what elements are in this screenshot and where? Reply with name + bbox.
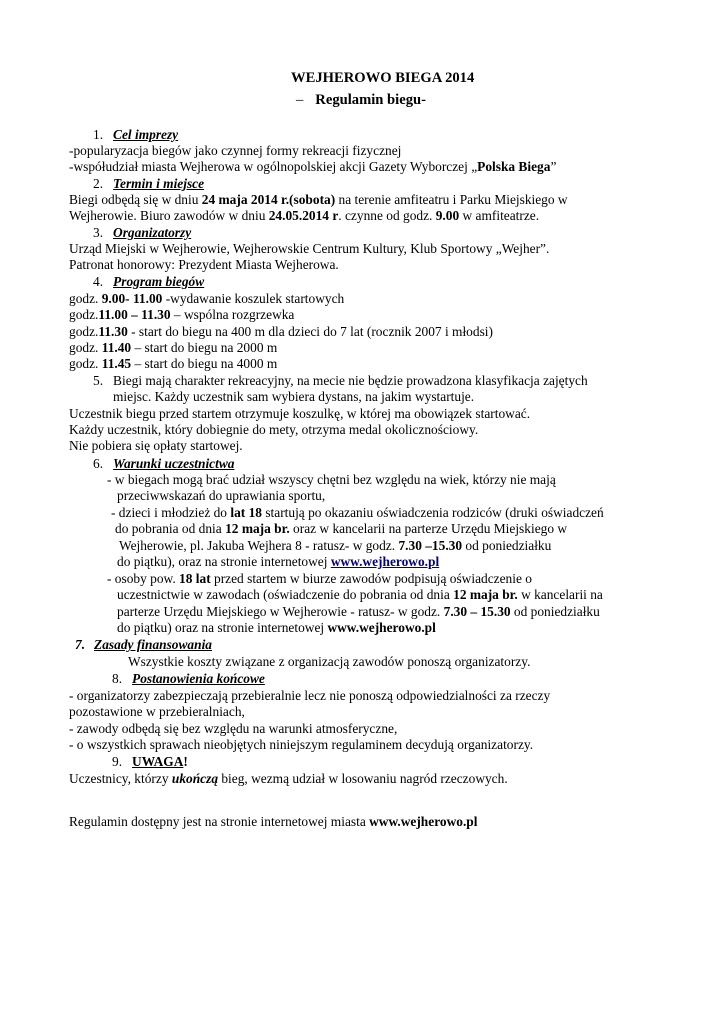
- section-9-header: 9. UWAGA!: [112, 754, 188, 769]
- conditions-c-line-2: uczestnictwie w zawodach (oświadczenie do pobrania od dnia 12 maja br. w kancelarii na: [117, 587, 603, 602]
- section-2-number: 2.: [93, 176, 104, 191]
- section-1-line-2: -współudział miasta Wejherowa w ogólnopolskiej akcji Gazety Wyborczej „Polska Biega”: [69, 159, 557, 174]
- conditions-b-line-2: do pobrania od dnia 12 maja br. oraz w kancelarii na parterze Urzędu Miejskiego w: [115, 521, 568, 536]
- section-7-number: 7.: [75, 637, 86, 652]
- conditions-b-line-1: - dzieci i młodzież do lat 18 startują po okazaniu oświadczenia rodziców (druki oświadczeń: [111, 505, 604, 520]
- conditions-c-line-1: - osoby pow. 18 lat przed startem w biurze zawodów podpisują oświadczenie o: [107, 571, 532, 586]
- section-9-number: 9.: [112, 754, 123, 769]
- section-9-heading: UWAGA: [132, 754, 184, 769]
- section-8-line-4: - o wszystkich sprawach nieobjętych niniejszym regulaminem decydują organizatorzy.: [69, 737, 534, 752]
- website-text: www.wejherowo.pl: [327, 620, 436, 635]
- subtitle-dash: –: [296, 92, 304, 108]
- section-2-heading: Termin i miejsce: [113, 176, 205, 191]
- section-3-header: [93, 225, 191, 242]
- section-7-heading: Zasady finansowania: [94, 637, 212, 652]
- section-5-line-3: Uczestnik biegu przed startem otrzymuje koszulkę, w której ma obowiązek startować.: [69, 406, 531, 421]
- section-5-number: 5.: [93, 373, 104, 388]
- section-6-number: 6.: [93, 456, 104, 471]
- program-line-3: godz.11.30 - start do biegu na 400 m dla dzieci do 7 lat (rocznik 2007 i młodsi): [69, 324, 493, 339]
- section-3-number: 3.: [93, 225, 104, 240]
- document-subtitle: [296, 92, 426, 109]
- section-1-number: 1.: [93, 127, 104, 142]
- section-4-number: 4.: [93, 274, 104, 289]
- document-title: WEJHEROWO BIEGA 2014: [291, 70, 475, 86]
- section-2-header: [93, 176, 204, 193]
- program-line-5: godz. 11.45 – start do biegu na 4000 m: [69, 356, 278, 371]
- conditions-c-line-3: parterze Urzędu Miejskiego w Wejherowie - ratusz- w godz. 7.30 – 15.30 od poniedziałku: [117, 604, 600, 619]
- section-3-line-2: Patronat honorowy: Prezydent Miasta Wejherowa.: [69, 257, 339, 272]
- section-4-header: [93, 274, 204, 291]
- section-5-line-2: miejsc. Każdy uczestnik sam wybiera dystans, na jakim wystartuje.: [113, 389, 475, 404]
- section-2-line-1: Biegi odbędą się w dniu 24 maja 2014 r.(sobota) na terenie amfiteatru i Parku Miejskiego w: [69, 192, 568, 207]
- section-1-line-1: -popularyzacja biegów jako czynnej formy rekreacji fizycznej: [69, 143, 402, 158]
- section-8-number: 8.: [112, 671, 123, 686]
- section-4-heading: Program biegów: [113, 274, 205, 289]
- subtitle-text: Regulamin biegu-: [315, 92, 426, 108]
- conditions-a-line-2: przeciwwskazań do uprawiania sportu,: [117, 488, 326, 503]
- section-8-heading: Postanowienia końcowe: [132, 671, 265, 686]
- program-line-4: godz. 11.40 – start do biegu na 2000 m: [69, 340, 278, 355]
- website-link[interactable]: www.wejherowo.pl: [330, 554, 440, 569]
- section-2-line-2: Wejherowie. Biuro zawodów w dniu 24.05.2014 r. czynne od godz. 9.00 w amfiteatrze.: [69, 208, 540, 223]
- footer-website: www.wejherowo.pl: [369, 814, 478, 829]
- section-3-line-1: Urząd Miejski w Wejherowie, Wejherowskie Centrum Kultury, Klub Sportowy „Wejher”.: [69, 241, 550, 256]
- section-3-heading: Organizatorzy: [113, 225, 192, 240]
- section-7-header: [75, 637, 212, 654]
- conditions-a-line-1: - w biegach mogą brać udział wszyscy chętni bez względu na wiek, którzy nie mają: [107, 472, 556, 487]
- section-5-line-4: Każdy uczestnik, który dobiegnie do mety, otrzyma medal okolicznościowy.: [69, 422, 479, 437]
- section-8-header: [112, 671, 265, 688]
- program-line-1: godz. 9.00- 11.00 -wydawanie koszulek startowych: [69, 291, 345, 306]
- section-1-header: [93, 127, 178, 144]
- section-6-heading: Warunki uczestnictwa: [113, 456, 235, 471]
- conditions-c-line-4: do piątku) oraz na stronie internetowej www.wejherowo.pl: [117, 620, 436, 635]
- footer-note: Regulamin dostępny jest na stronie internetowej miasta www.wejherowo.pl: [69, 814, 478, 829]
- section-9-line-1: Uczestnicy, którzy ukończą bieg, wezmą udział w losowaniu nagród rzeczowych.: [69, 771, 508, 786]
- section-6-header: [93, 456, 234, 473]
- conditions-b-line-3: Wejherowie, pl. Jakuba Wejhera 8 - ratusz- w godz. 7.30 –15.30 od poniedziałku: [119, 538, 552, 553]
- program-line-2: godz.11.00 – 11.30 – wspólna rozgrzewka: [69, 307, 295, 322]
- section-7-line-1: Wszystkie koszty związane z organizacją zawodów ponoszą organizatorzy.: [128, 654, 531, 669]
- conditions-b-line-4: do piątku), oraz na stronie internetowej www.wejherowo.pl: [117, 554, 440, 569]
- section-1-heading: Cel imprezy: [113, 127, 179, 142]
- section-8-line-2: pozostawione w przebieralniach,: [69, 704, 245, 719]
- section-5-line-1: 5. Biegi mają charakter rekreacyjny, na mecie nie będzie prowadzona klasyfikacja zajętych: [93, 373, 588, 388]
- section-8-line-3: - zawody odbędą się bez względu na warunki atmosferyczne,: [69, 721, 398, 736]
- section-8-line-1: - organizatorzy zabezpieczają przebieralnie lecz nie ponoszą odpowiedzialności za rzeczy: [69, 688, 551, 703]
- section-5-line-5: Nie pobiera się opłaty startowej.: [69, 438, 243, 453]
